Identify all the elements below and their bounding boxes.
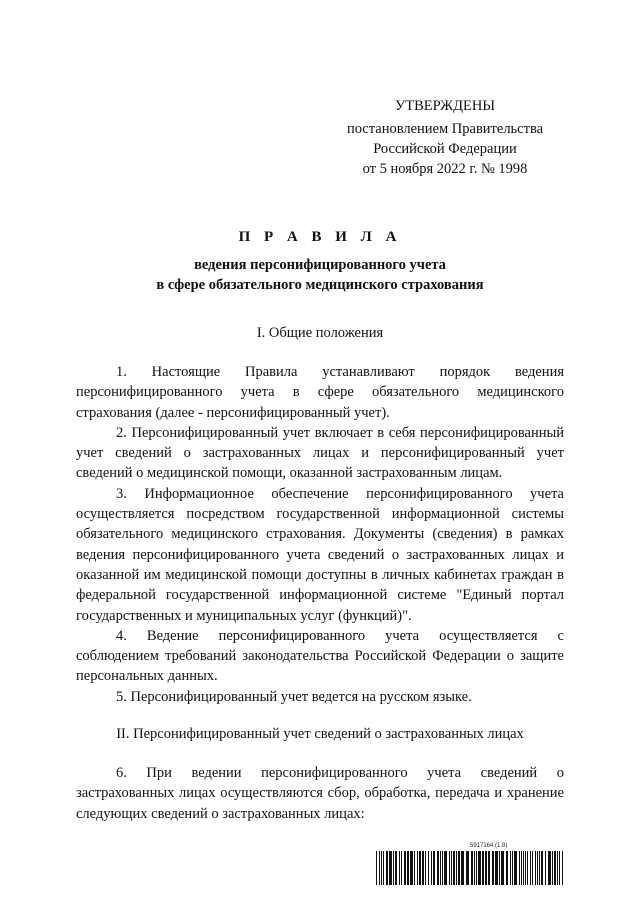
section-heading: I. Общие положения xyxy=(256,325,384,341)
barcode-bar xyxy=(437,851,439,885)
paragraph: 5. Персонифицированный учет ведется на русском языке. xyxy=(116,688,472,705)
barcode-bar xyxy=(428,851,429,885)
barcode-bar xyxy=(422,851,424,885)
barcode-bar xyxy=(557,851,558,885)
barcode-bar xyxy=(488,851,490,885)
barcode-bar xyxy=(510,851,511,885)
barcode-bar xyxy=(548,851,551,885)
document-serial: 5917164 (1.8) xyxy=(470,843,508,849)
barcode-bar xyxy=(458,851,460,885)
barcode-bar xyxy=(512,851,513,885)
barcode-bar xyxy=(562,851,563,885)
paragraph: 6. При ведении персонифицированного учета сведений о застрахованных лицах осуществляются сбор, обработка, передача и хранение следующих сведений о застрахованных лицах: xyxy=(76,765,564,822)
section-heading: II. Персонифицированный учет сведений о застрахованных лицах xyxy=(116,726,524,742)
barcode-bar xyxy=(419,851,421,885)
approval-stamp xyxy=(330,96,560,179)
barcode-bar xyxy=(376,851,377,885)
subtitle-line: в сфере обязательного медицинского страхования xyxy=(156,277,484,293)
barcode-bar xyxy=(485,851,487,885)
barcode-bar xyxy=(442,851,443,885)
barcode-bar xyxy=(554,851,556,885)
barcode-bar xyxy=(431,851,432,885)
barcode-bar xyxy=(379,851,380,885)
barcode-bar xyxy=(532,851,533,885)
document-title: П Р А В И Л А xyxy=(238,229,402,245)
barcode-bar xyxy=(521,851,522,885)
barcode-bar xyxy=(523,851,524,885)
barcode-bar xyxy=(525,851,526,885)
paragraph: 1. Настоящие Правила устанавливают порядок ведения персонифицированного учета в сфере обязательного медицинского страхования (далее - персонифицированный учет). xyxy=(76,364,564,421)
subtitle-line: ведения персонифицированного учета xyxy=(194,257,446,273)
barcode-bar xyxy=(440,851,441,885)
barcode-bar xyxy=(537,851,538,885)
barcode-bar xyxy=(453,851,455,885)
barcode-bar xyxy=(539,851,540,885)
barcode-bar xyxy=(404,851,406,885)
barcode-bar xyxy=(478,851,481,885)
barcode-bar xyxy=(492,851,494,885)
approval-line: постановлением Правительства xyxy=(346,121,544,137)
paragraph: 2. Персонифицированный учет включает в себя персонифицированный учет сведений о застрахованных лицах и персонифицированный учет сведений о медицинской помощи, оказанной застрахованным лицам. xyxy=(76,424,564,482)
barcode-bar xyxy=(535,851,536,885)
barcode-bar xyxy=(541,851,543,885)
barcode-image xyxy=(376,851,564,885)
barcode-bar xyxy=(559,851,560,885)
barcode-bar xyxy=(552,851,553,885)
barcode-bar xyxy=(495,851,498,885)
barcode-bar xyxy=(501,851,504,885)
barcode-bar xyxy=(383,851,384,885)
barcode-bar xyxy=(451,851,452,885)
section-body xyxy=(76,362,564,707)
barcode-bar xyxy=(395,851,397,885)
barcode-bar xyxy=(545,851,546,885)
barcode-bar xyxy=(381,851,382,885)
barcode-bar xyxy=(476,851,477,885)
paragraph: 4. Ведение персонифицированного учета осуществляется с соблюдением требований законодательства Российской Федерации о защите персональных данных. xyxy=(76,627,564,685)
barcode-bar xyxy=(393,851,394,885)
barcode-bar xyxy=(386,851,388,885)
barcode-bar xyxy=(414,851,415,885)
barcode-bar xyxy=(399,851,400,885)
barcode-bar xyxy=(514,851,517,885)
barcode-bar xyxy=(449,851,450,885)
barcode-bar xyxy=(474,851,475,885)
barcode-bar xyxy=(527,851,528,885)
paragraph: 3. Информационное обеспечение персонифицированного учета осуществляется посредством государственной информационной системы обязательного медицинского страхования. Документы (сведения) в рамках ведения персонифицированного учета сведений о застрахованных лицах и оказанной им медицинской помощи доступны в личных кабинетах граждан в федеральной государственной информационной системе "Единый портал государственных и муниципальных услуг (функций)". xyxy=(76,485,564,624)
barcode-bar xyxy=(433,851,435,885)
barcode-bar xyxy=(444,851,447,885)
barcode-bar xyxy=(466,851,469,885)
section-body xyxy=(76,763,564,824)
barcode-bar xyxy=(417,851,418,885)
barcode-bar xyxy=(471,851,473,885)
barcode-bar xyxy=(456,851,457,885)
document-subtitle xyxy=(80,255,560,295)
barcode-bar xyxy=(506,851,508,885)
approval-date-line: от 5 ноября 2022 г. № 1998 xyxy=(362,161,528,177)
barcode-bar xyxy=(389,851,392,885)
barcode-bar xyxy=(499,851,500,885)
barcode-bar xyxy=(410,851,413,885)
barcode-bar xyxy=(407,851,409,885)
barcode-bar xyxy=(519,851,520,885)
approval-line: Российской Федерации xyxy=(373,141,517,157)
barcode-bar xyxy=(401,851,402,885)
approval-heading: УТВЕРЖДЕНЫ xyxy=(394,98,496,114)
barcode-bar xyxy=(530,851,531,885)
barcode-bar xyxy=(425,851,426,885)
barcode-bar xyxy=(482,851,484,885)
barcode-bar xyxy=(461,851,464,885)
